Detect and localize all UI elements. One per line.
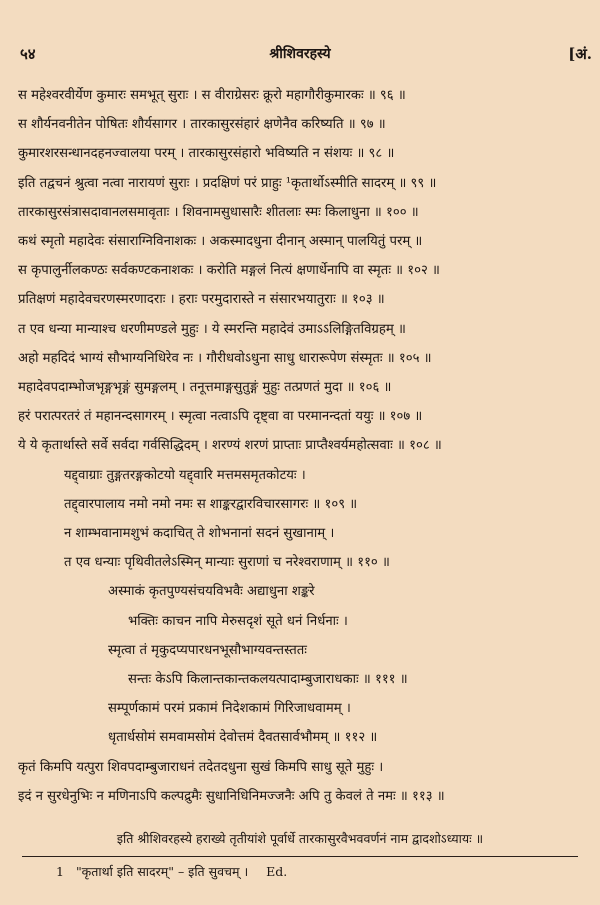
verse-line: स्मृत्वा तं मृकुदप्यपारधनभूसौभाग्यवन्तस्ततः [108, 642, 307, 658]
footnote-text: "कृतार्था इति सादरम्" – इति सुवचम् । [75, 864, 249, 879]
verse-line: ये ये कृतार्थास्ते सर्वे सर्वदा गर्वसिद्धिदम् । शरण्यं शरणं प्राप्ताः प्राप्तैश्वर्यमहोत्सवाः ॥ १०८ ॥ [18, 438, 442, 454]
footnote [56, 863, 287, 880]
footnote-number: 1 [56, 864, 64, 879]
running-title: श्रीशिवरहस्ये [269, 46, 331, 62]
verse-line: यद्द्वाग्राः तुङ्गतरङ्गकोटयो यद्द्वारि मत्तमसमृतकोटयः । [64, 467, 306, 483]
section-mark: [अं. [568, 45, 592, 63]
verse-line: अस्माकं कृतपुण्यसंचयविभवैः अद्याधुना शङ्करे [108, 584, 315, 600]
verse-line: भक्तिः काचन नापि मेरुसदृशं सूते धनं निर्धनाः । [128, 613, 348, 629]
verse-line: इति तद्वचनं श्रुत्वा नत्वा नारायणं सुराः । प्रदक्षिणं परं प्राहुः ¹कृतार्थोऽस्मीति सादरम् ॥ ९९ ॥ [18, 175, 437, 191]
verse-line: कथं स्मृतो महादेवः संसाराग्निविनाशकः । अकस्मादधुना दीनान् अस्मान् पालयितुं परम् ॥ [18, 234, 423, 249]
verse-line: प्रतिक्षणं महादेवचरणस्मरणादराः । हराः परमुदारास्ते न संसारभयातुराः ॥ १०३ ॥ [18, 292, 385, 308]
footnote-divider [22, 856, 578, 857]
verse-line: त एव धन्या मान्याश्च धरणीमण्डले मुहुः । ये स्मरन्ति महादेवं उमाऽऽलिङ्गितविग्रहम् ॥ [18, 321, 406, 337]
chapter-colophon: इति श्रीशिवरहस्ये हराख्ये तृतीयांशे पूर्वार्धे तारकासुरवैभववर्णनं नाम द्वादशोऽध्यायः ॥ [116, 831, 484, 846]
verse-line: तद्द्वारपालाय नमो नमो नमः स शाङ्करद्वारविचारसागरः ॥ १०९ ॥ [64, 496, 358, 512]
verse-line: न शाम्भवानामशुभं कदाचित् ते शोभनानां सदनं सुखानाम् । [64, 526, 335, 541]
verse-line: कृतं किमपि यत्पुरा शिवपदाम्बुजाराधनं तदेतदधुना सुखं किमपि साधु सूते मुहुः । [18, 759, 384, 775]
verse-line: हरं परात्परतरं तं महानन्दसागरम् । स्मृत्वा नत्वाऽपि दृष्ट्वा वा परमानन्दतां ययुः ॥ १०७ ॥ [18, 409, 423, 425]
verse-line: इदं न सुरधेनुभिः न मणिनाऽपि कल्पद्रुमैः सुधानिधिनिमज्जनैः अपि तु केवलं ते नमः ॥ ११३ ॥ [18, 788, 445, 804]
verse-line: स कृपालुर्नीलकण्ठः सर्वकण्टकनाशकः । करोति मङ्गलं नित्यं क्षणार्धेनापि वा स्मृतः ॥ १०२ ॥ [18, 263, 440, 279]
verse-line: धृतार्धसोमं समवामसोमं देवोत्तमं दैवतसार्वभौमम् ॥ ११२ ॥ [108, 730, 378, 746]
verse-line: महादेवपदाम्भोजभृङ्गभृङ्गं सुमङ्गलम् । तनूत्तमाङ्गसुतुङ्गं मुहुः तत्प्रणतं मुदा ॥ १०६ ॥ [18, 380, 392, 395]
verse-line: स शौर्यनवनीतेन पोषितः शौर्यसागर । तारकासुरसंहारं क्षणेनैव करिष्यति ॥ ९७ ॥ [18, 117, 386, 133]
verse-line: त एव धन्याः पृथिवीतलेऽस्मिन् मान्याः सुराणां च नरेश्वराणाम् ॥ ११० ॥ [64, 555, 390, 571]
verse-line: तारकासुरसंत्रासदावानलसमावृताः । शिवनामसुधासारैः शीतलाः स्मः किलाधुना ॥ १०० ॥ [18, 204, 419, 220]
verse-line: सन्तः केऽपि किलान्तकान्तकलयत्पादाम्बुजाराधकाः ॥ १११ ॥ [128, 672, 408, 687]
verse-line: अहो महदिदं भाग्यं सौभाग्यनिधिरेव नः । गौरीधवोऽधुना साधु धारारूपेण संस्मृतः ॥ १०५ ॥ [18, 350, 432, 366]
verse-line: कुमारशरसन्धानदहनज्वालया परम् । तारकासुरसंहारो भविष्यति न संशयः ॥ ९८ ॥ [18, 146, 395, 162]
verse-line: स महेश्वरवीर्येण कुमारः समभूत् सुराः । स वीराग्रेसरः क्रूरो महागौरीकुमारकः ॥ ९६ ॥ [18, 88, 406, 103]
editor-mark: Ed. [266, 864, 288, 879]
verse-line: सम्पूर्णकामं परमं प्रकामं निदेशकामं गिरिजाधवामम् । [108, 701, 351, 717]
page-number: ५४ [20, 45, 36, 63]
